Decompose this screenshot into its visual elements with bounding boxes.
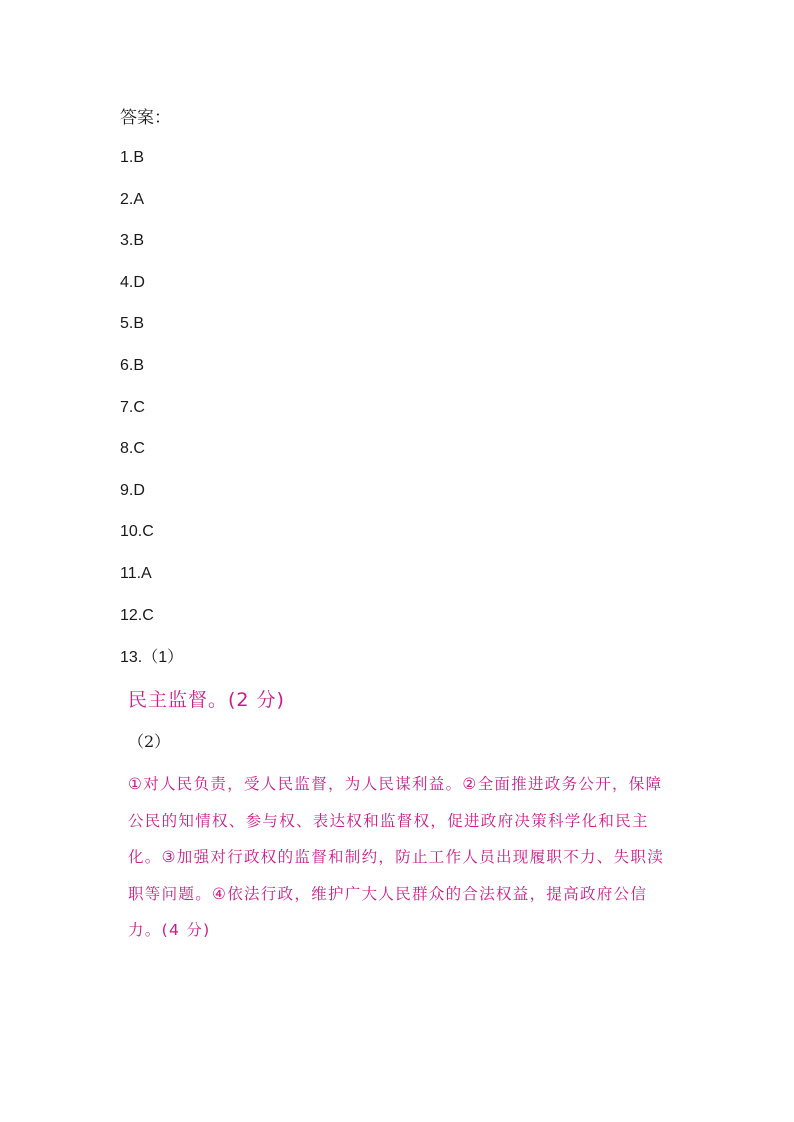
answer-item: 9.D (120, 481, 145, 499)
answer-item: 5.B (120, 315, 145, 333)
answer-item: 12.C (120, 606, 154, 624)
question-13-answer-1: 民主监督。(2 分) (128, 689, 285, 711)
answer-list (120, 146, 154, 645)
answer-item: 4.D (120, 273, 145, 291)
answer-item: 11.A (120, 564, 152, 582)
question-13-sub-2-label: （2） (128, 732, 171, 751)
answer-item: 3.B (120, 232, 145, 250)
answer-item: 6.B (120, 356, 145, 374)
answer-item: 7.C (120, 398, 145, 416)
page-heading: 答案： (120, 108, 171, 128)
question-13-label: 13.（1） (120, 649, 184, 666)
answer-item: 10.C (120, 523, 154, 541)
answer-item: 1.B (120, 149, 145, 166)
answer-item: 2.A (120, 190, 145, 208)
question-13-answer-2: ①对人民负责，受人民监督，为人民谋利益。②全面推进政务公开，保障公民的知情权、参与权、表达权和监督权，促进政府决策科学化和民主化。③加强对行政权的监督和制约，防止工作人员出现履职不力、失职渎职等问题。④依法行政，维护广大人民群众的合法权益，提高政府公信力。(4 分) (128, 775, 664, 939)
answer-item: 8.C (120, 440, 145, 458)
